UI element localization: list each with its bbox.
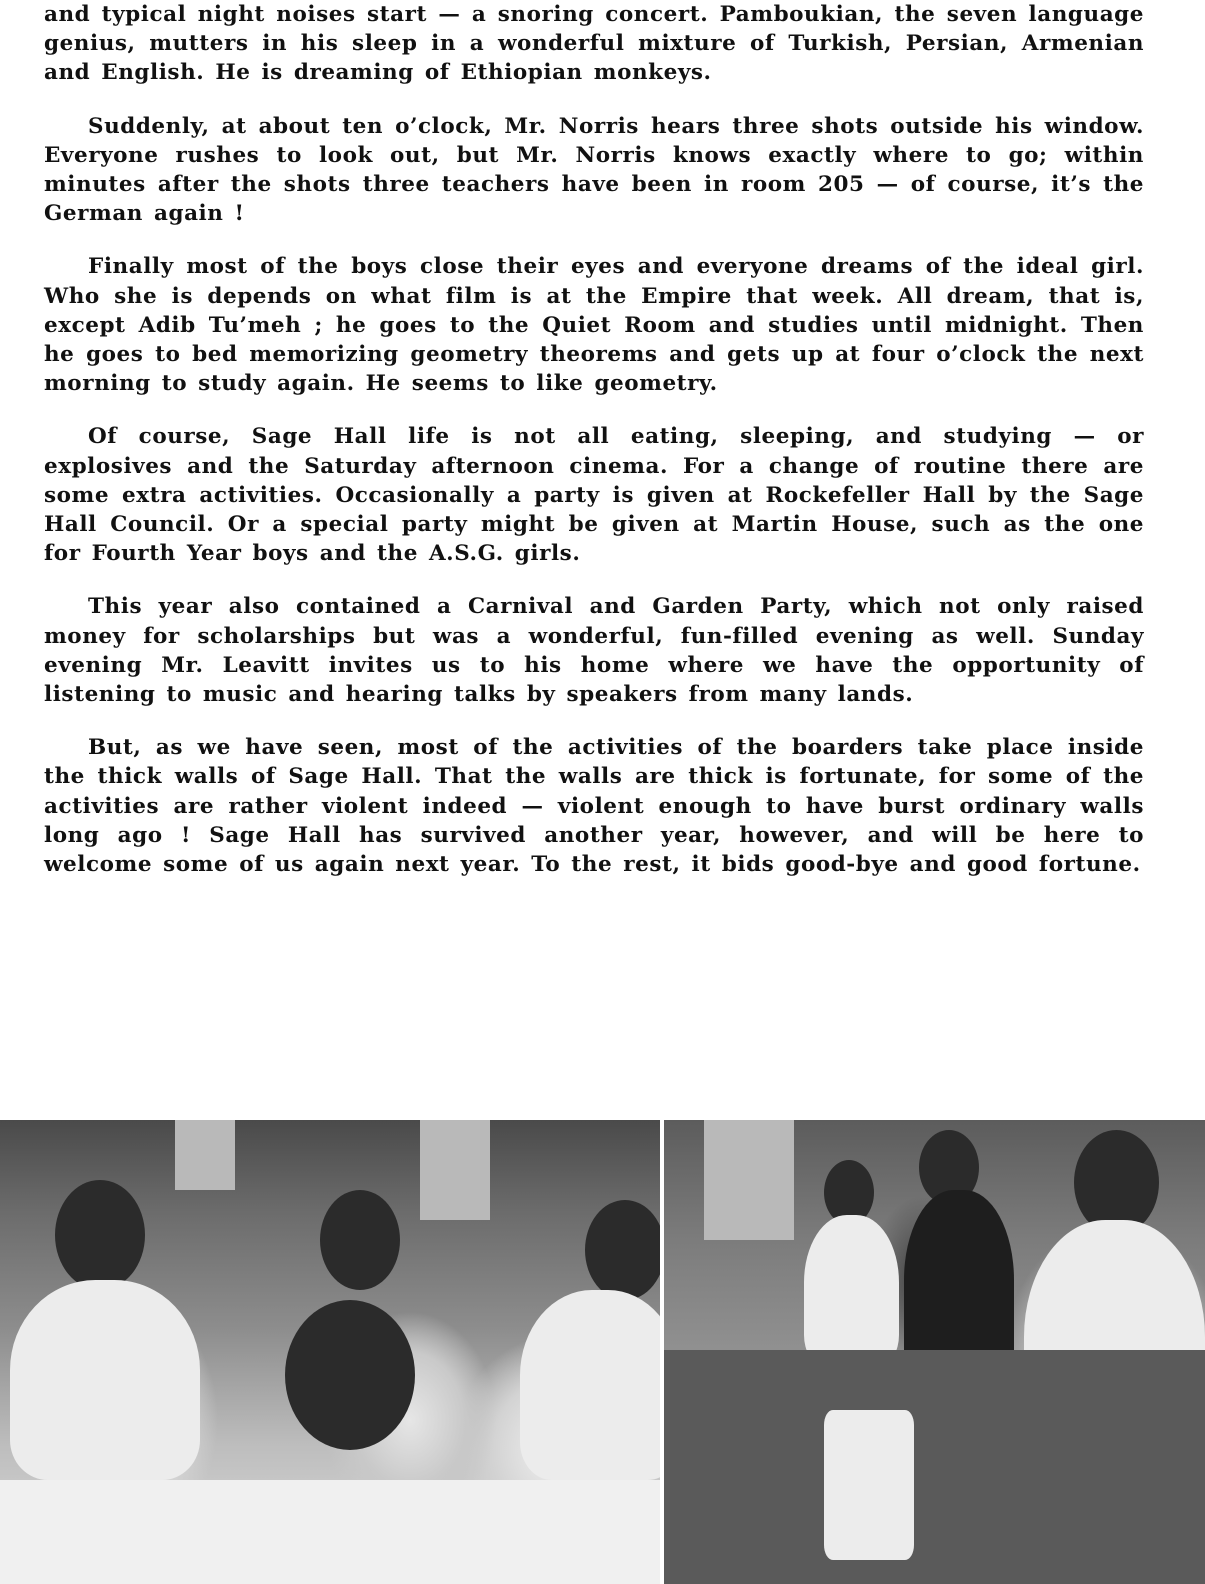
article-text bbox=[44, 0, 1144, 903]
photo-strip bbox=[0, 1120, 1205, 1584]
boy-head bbox=[320, 1190, 400, 1290]
window bbox=[175, 1120, 235, 1190]
boy-head bbox=[585, 1200, 660, 1300]
dining-hall-photo-left bbox=[0, 1120, 660, 1584]
window bbox=[420, 1120, 490, 1220]
paragraph-4: Of course, Sage Hall life is not all eating, sleeping, and studying — or explosives and the Saturday afternoon cinema. For a change of routine there are some extra activities. Occasionally a party is given at Rockefeller Hall by the Sage Hall Council. Or a special party might be given at Martin House, such as the one for Fourth Year boys and the A.S.G. girls. bbox=[44, 424, 1144, 567]
boy-shirt bbox=[10, 1280, 200, 1480]
paragraph-3: Finally most of the boys close their eyes and everyone dreams of the ideal girl. Who she is depends on what film is at the Empire that week. All dream, that is, except Adib Tu’meh ; he goes to the Quiet Room and studies until midnight. Then he goes to bed memorizing geometry theorems and gets up at four o’clock the next morning to study again. He seems to like geometry. bbox=[44, 254, 1144, 397]
boy-shirt bbox=[520, 1290, 660, 1480]
dining-hall-photo-right bbox=[664, 1120, 1205, 1584]
paragraph-2: Suddenly, at about ten o’clock, Mr. Norris hears three shots outside his window. Everyone rushes to look out, but Mr. Norris knows exactly where to go; within minutes after the shots three teachers have been in room 205 — of course, it’s the German again ! bbox=[44, 113, 1144, 227]
paragraph-6: But, as we have seen, most of the activities of the boarders take place inside the thick walls of Sage Hall. That the walls are thick is fortunate, for some of the activities are rather violent indeed — violent enough to have burst ordinary walls long ago ! Sage Hall has survived another year, however, and will be here to welcome some of us again next year. To the rest, it bids good-bye and good fortune. bbox=[44, 735, 1144, 878]
dining-table bbox=[664, 1350, 1205, 1584]
paragraph-1: and typical night noises start — a snoring concert. Pamboukian, the seven language genius, mutters in his sleep in a wonderful mixture of Turkish, Persian, Armenian and English. He is dreaming of Ethiopian monkeys. bbox=[44, 2, 1144, 86]
boy-head bbox=[55, 1180, 145, 1290]
boy-shirt bbox=[804, 1215, 899, 1365]
window bbox=[704, 1120, 794, 1240]
boy-head bbox=[285, 1300, 415, 1450]
cups-and-straws bbox=[824, 1410, 914, 1560]
dining-table bbox=[0, 1480, 660, 1584]
paragraph-5: This year also contained a Carnival and Garden Party, which not only raised money for scholarships but was a wonderful, fun-filled evening as well. Sunday evening Mr. Leavitt invites us to his home where we have the opportunity of listening to music and hearing talks by speakers from many lands. bbox=[44, 594, 1144, 708]
